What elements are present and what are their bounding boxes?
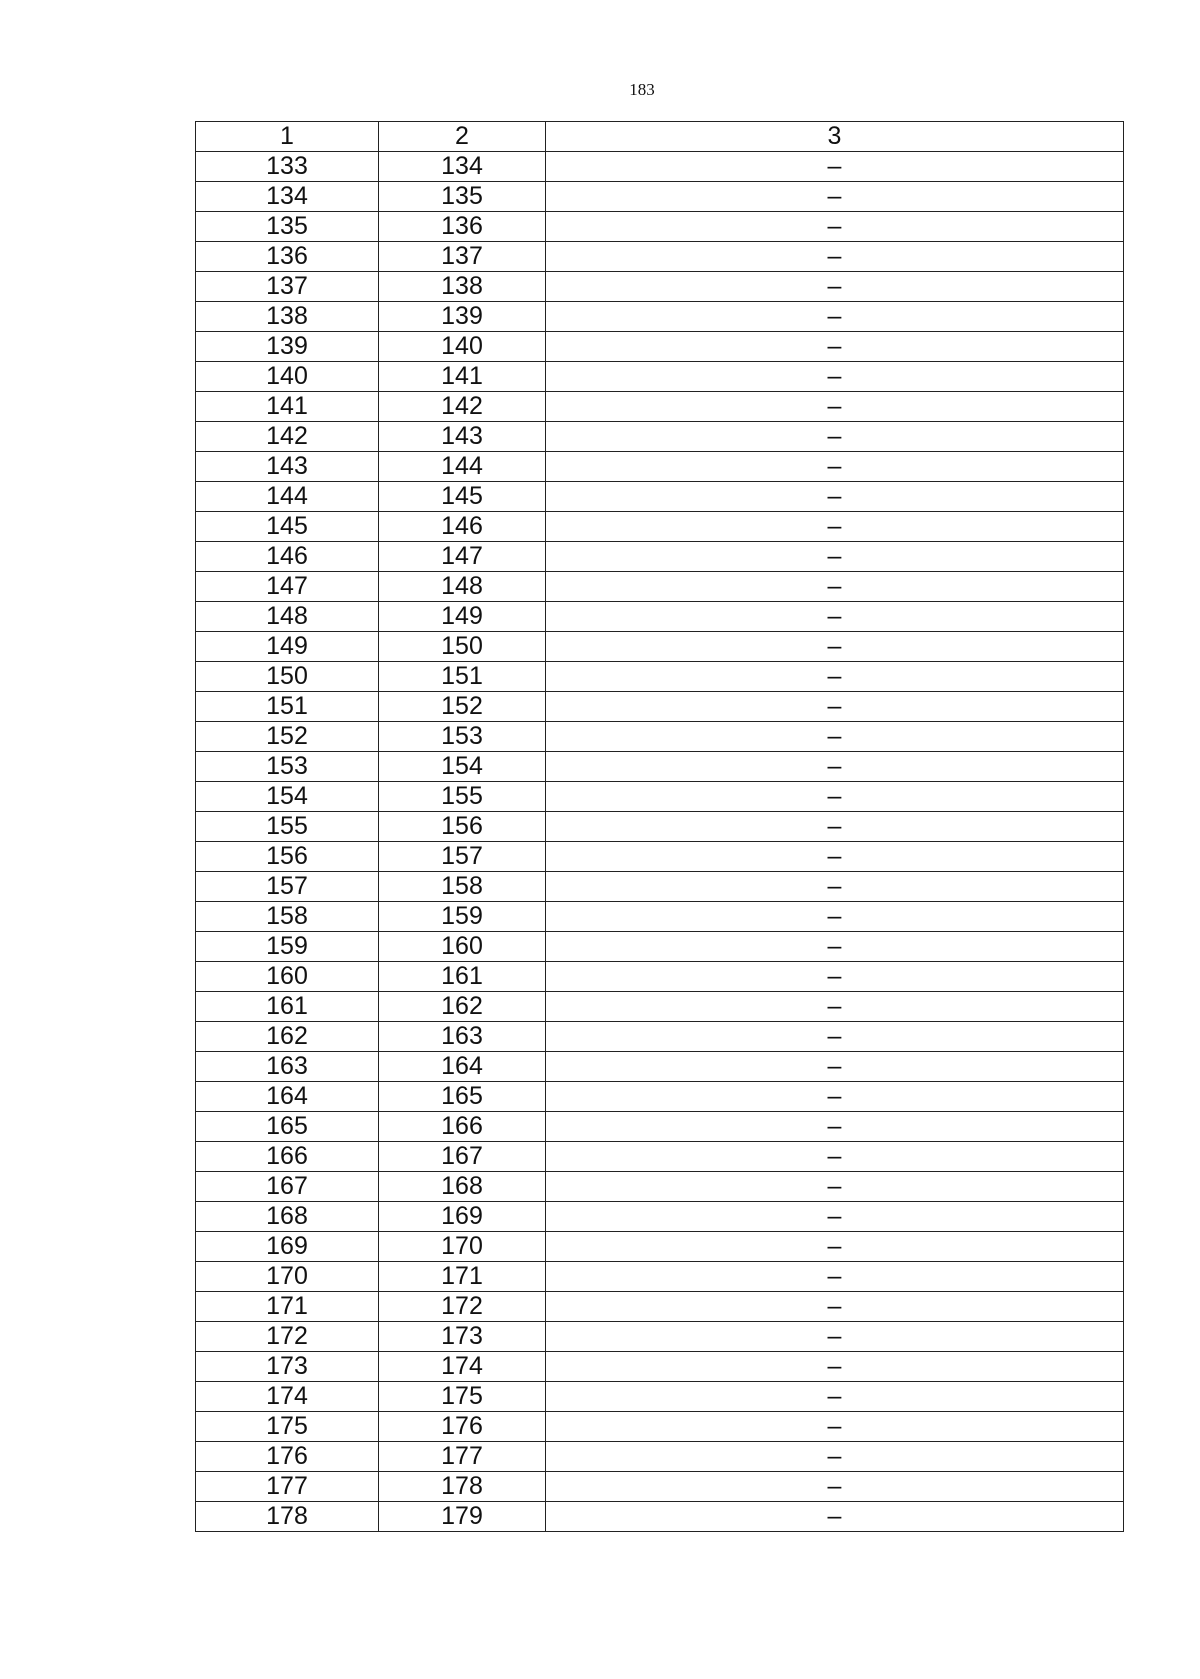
table-row [196,452,1124,482]
table-cell-col-1: 155 [196,812,379,842]
table-cell-col-1: 133 [196,152,379,182]
table-row [196,1502,1124,1532]
table-cell-col-1: 164 [196,1082,379,1112]
table-cell-col-3: – [546,902,1124,932]
table-cell-col-3: – [546,1442,1124,1472]
table-row [196,1352,1124,1382]
table-cell-col-2: 147 [379,542,546,572]
table-row [196,182,1124,212]
table-cell-col-3: – [546,1142,1124,1172]
table-cell-col-3: – [546,332,1124,362]
table-cell-col-2: 148 [379,572,546,602]
table-row [196,782,1124,812]
table-cell-col-3: – [546,542,1124,572]
table-row [196,1082,1124,1112]
table-cell-col-2: 176 [379,1412,546,1442]
table-row [196,812,1124,842]
table-cell-col-1: 148 [196,602,379,632]
table-cell-col-2: 155 [379,782,546,812]
table-row [196,1262,1124,1292]
table-cell-col-1: 174 [196,1382,379,1412]
table-cell-col-2: 170 [379,1232,546,1262]
table-row [196,1442,1124,1472]
table-cell-col-1: 150 [196,662,379,692]
table-cell-col-2: 135 [379,182,546,212]
table-cell-col-2: 143 [379,422,546,452]
table-row [196,272,1124,302]
table-cell-col-2: 134 [379,152,546,182]
table-cell-col-1: 137 [196,272,379,302]
table-cell-col-1: 142 [196,422,379,452]
table-cell-col-2: 142 [379,392,546,422]
table-cell-col-2: 169 [379,1202,546,1232]
table-cell-col-1: 168 [196,1202,379,1232]
table-row [196,962,1124,992]
table-cell-col-1: 154 [196,782,379,812]
table-cell-col-2: 172 [379,1292,546,1322]
table-row [196,152,1124,182]
table-row [196,602,1124,632]
table-row [196,1322,1124,1352]
table-row [196,1202,1124,1232]
table-cell-col-1: 152 [196,722,379,752]
table-cell-col-3: – [546,392,1124,422]
table-cell-col-1: 161 [196,992,379,1022]
table-row [196,1142,1124,1172]
table-cell-col-1: 143 [196,452,379,482]
table-row [196,632,1124,662]
table-row [196,752,1124,782]
table-cell-col-2: 166 [379,1112,546,1142]
table-cell-col-1: 141 [196,392,379,422]
table-cell-col-3: – [546,1172,1124,1202]
table-row [196,512,1124,542]
table-row [196,1052,1124,1082]
table-cell-col-1: 175 [196,1412,379,1442]
table-cell-col-2: 139 [379,302,546,332]
column-header-3: 3 [546,122,1124,152]
table-cell-col-3: – [546,422,1124,452]
table-cell-col-1: 156 [196,842,379,872]
table-cell-col-3: – [546,662,1124,692]
table-cell-col-2: 175 [379,1382,546,1412]
table-row [196,842,1124,872]
table-cell-col-2: 171 [379,1262,546,1292]
table-cell-col-1: 178 [196,1502,379,1532]
table-cell-col-2: 137 [379,242,546,272]
table-cell-col-2: 179 [379,1502,546,1532]
table-cell-col-2: 152 [379,692,546,722]
table-cell-col-1: 169 [196,1232,379,1262]
data-table [195,121,1124,1532]
table-cell-col-3: – [546,242,1124,272]
table-cell-col-3: – [546,512,1124,542]
table-cell-col-2: 160 [379,932,546,962]
page-number: 183 [629,80,655,99]
table-cell-col-2: 154 [379,752,546,782]
table-cell-col-1: 159 [196,932,379,962]
table-cell-col-2: 141 [379,362,546,392]
table-cell-col-1: 140 [196,362,379,392]
table-cell-col-1: 173 [196,1352,379,1382]
table-cell-col-2: 167 [379,1142,546,1172]
table-row [196,302,1124,332]
table-row [196,722,1124,752]
table-cell-col-2: 156 [379,812,546,842]
column-header-2: 2 [379,122,546,152]
table-row [196,1472,1124,1502]
table-cell-col-2: 174 [379,1352,546,1382]
table-cell-col-2: 159 [379,902,546,932]
table-body [196,152,1124,1532]
table-row [196,422,1124,452]
table-row [196,542,1124,572]
table-cell-col-1: 135 [196,212,379,242]
table-cell-col-3: – [546,152,1124,182]
table-cell-col-3: – [546,452,1124,482]
table-cell-col-1: 157 [196,872,379,902]
table-cell-col-2: 163 [379,1022,546,1052]
table-cell-col-3: – [546,1502,1124,1532]
table-cell-col-3: – [546,212,1124,242]
table-cell-col-1: 160 [196,962,379,992]
table-cell-col-1: 166 [196,1142,379,1172]
table-cell-col-3: – [546,962,1124,992]
table-row [196,692,1124,722]
table-cell-col-3: – [546,1472,1124,1502]
table-cell-col-3: – [546,302,1124,332]
table-cell-col-2: 173 [379,1322,546,1352]
table-row [196,362,1124,392]
table-cell-col-3: – [546,692,1124,722]
table-cell-col-3: – [546,632,1124,662]
table-cell-col-3: – [546,1232,1124,1262]
table-cell-col-2: 157 [379,842,546,872]
table-cell-col-3: – [546,1262,1124,1292]
table-cell-col-2: 162 [379,992,546,1022]
table-row [196,212,1124,242]
table-header [196,122,1124,152]
table-cell-col-1: 158 [196,902,379,932]
table-cell-col-2: 177 [379,1442,546,1472]
table-cell-col-3: – [546,362,1124,392]
table-cell-col-3: – [546,932,1124,962]
table-cell-col-2: 165 [379,1082,546,1112]
table-row [196,1112,1124,1142]
table-cell-col-3: – [546,1052,1124,1082]
table-row [196,872,1124,902]
table-cell-col-2: 145 [379,482,546,512]
table-row [196,1232,1124,1262]
table-cell-col-1: 149 [196,632,379,662]
table-cell-col-1: 139 [196,332,379,362]
table-cell-col-3: – [546,1412,1124,1442]
table-cell-col-1: 147 [196,572,379,602]
table-row [196,392,1124,422]
table-cell-col-3: – [546,812,1124,842]
table-cell-col-2: 153 [379,722,546,752]
table-cell-col-1: 167 [196,1172,379,1202]
table-cell-col-1: 163 [196,1052,379,1082]
table-cell-col-1: 176 [196,1442,379,1472]
table-cell-col-1: 151 [196,692,379,722]
table-cell-col-3: – [546,782,1124,812]
table-row [196,1172,1124,1202]
table-cell-col-1: 136 [196,242,379,272]
table-cell-col-1: 138 [196,302,379,332]
table-cell-col-3: – [546,1382,1124,1412]
table-cell-col-3: – [546,1202,1124,1232]
table-row [196,1412,1124,1442]
table-cell-col-2: 144 [379,452,546,482]
table-cell-col-3: – [546,1352,1124,1382]
table-cell-col-3: – [546,1022,1124,1052]
table-cell-col-1: 165 [196,1112,379,1142]
table-cell-col-3: – [546,722,1124,752]
table-row [196,482,1124,512]
table-cell-col-3: – [546,992,1124,1022]
table-row [196,932,1124,962]
table-cell-col-3: – [546,602,1124,632]
table-cell-col-3: – [546,1322,1124,1352]
table-cell-col-1: 172 [196,1322,379,1352]
table-cell-col-3: – [546,572,1124,602]
table-cell-col-2: 168 [379,1172,546,1202]
header-row [196,122,1124,152]
table-cell-col-1: 146 [196,542,379,572]
table-cell-col-2: 149 [379,602,546,632]
table-row [196,1022,1124,1052]
table-cell-col-1: 162 [196,1022,379,1052]
table-cell-col-3: – [546,842,1124,872]
table-row [196,902,1124,932]
column-header-1: 1 [196,122,379,152]
table-cell-col-2: 178 [379,1472,546,1502]
table-cell-col-2: 151 [379,662,546,692]
table-cell-col-3: – [546,1292,1124,1322]
table-row [196,1382,1124,1412]
table-row [196,572,1124,602]
table-cell-col-2: 138 [379,272,546,302]
table-cell-col-1: 153 [196,752,379,782]
table-row [196,992,1124,1022]
table-row [196,1292,1124,1322]
table-cell-col-2: 150 [379,632,546,662]
table-row [196,332,1124,362]
table-cell-col-3: – [546,752,1124,782]
table-cell-col-1: 145 [196,512,379,542]
table-cell-col-3: – [546,1082,1124,1112]
table-cell-col-2: 158 [379,872,546,902]
table-cell-col-3: – [546,182,1124,212]
table-cell-col-3: – [546,272,1124,302]
table-cell-col-1: 177 [196,1472,379,1502]
table-cell-col-2: 161 [379,962,546,992]
table-cell-col-3: – [546,1112,1124,1142]
table-cell-col-1: 171 [196,1292,379,1322]
table-cell-col-1: 134 [196,182,379,212]
table-cell-col-3: – [546,482,1124,512]
table-row [196,242,1124,272]
table-row [196,662,1124,692]
table-cell-col-2: 164 [379,1052,546,1082]
table-cell-col-2: 136 [379,212,546,242]
table-cell-col-1: 144 [196,482,379,512]
table-cell-col-2: 140 [379,332,546,362]
table-cell-col-2: 146 [379,512,546,542]
table-cell-col-1: 170 [196,1262,379,1292]
table-cell-col-3: – [546,872,1124,902]
